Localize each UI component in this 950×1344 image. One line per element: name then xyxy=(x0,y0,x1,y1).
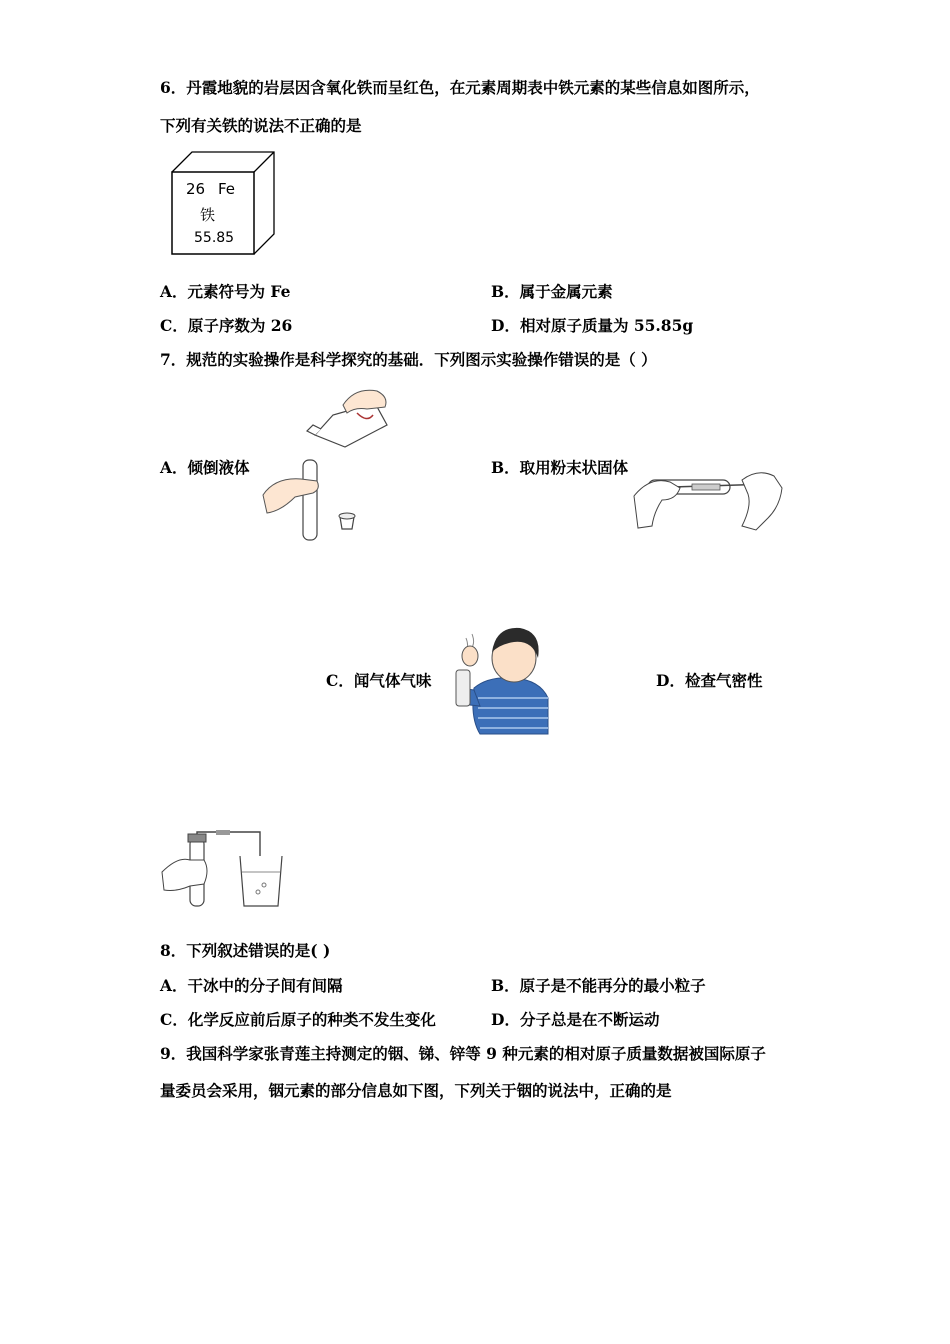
iron-element-card xyxy=(168,150,278,255)
smelling-gas-boy-icon xyxy=(448,618,553,736)
q7-option-c: C．闻气体气味 xyxy=(326,671,432,690)
q8-stem: 8．下列叙述错误的是( ) xyxy=(160,941,331,960)
element-number: 26 xyxy=(186,180,206,198)
q7-option-d: D．检查气密性 xyxy=(656,671,763,690)
q7-stem: 7．规范的实验操作是科学探究的基础．下列图示实验操作错误的是（ ） xyxy=(160,350,657,369)
q6-option-c: C．原子序数为 26 xyxy=(160,316,293,335)
pouring-liquid-icon xyxy=(255,385,395,545)
q6-stem-line1: 6．丹霞地貌的岩层因含氧化铁而呈红色，在元素周期表中铁元素的某些信息如图所示， xyxy=(160,78,760,97)
q6-stem-line2: 下列有关铁的说法不正确的是 xyxy=(160,116,362,135)
element-mass: 55.85 xyxy=(194,230,235,246)
element-symbol: Fe xyxy=(218,180,236,198)
q8-option-d: D．分子总是在不断运动 xyxy=(491,1010,660,1029)
q9-stem-line2: 量委员会采用，铟元素的部分信息如下图，下列关于铟的说法中，正确的是 xyxy=(160,1081,672,1100)
q8-option-c: C．化学反应前后原子的种类不发生变化 xyxy=(160,1010,436,1029)
q6-option-d: D．相对原子质量为 55.85g xyxy=(491,316,694,335)
q8-option-b: B．原子是不能再分的最小粒子 xyxy=(491,976,706,995)
element-name: 铁 xyxy=(200,206,216,224)
q9-stem-line1: 9．我国科学家张青莲主持测定的铟、锑、锌等 9 种元素的相对原子质量数据被国际原子 xyxy=(160,1044,766,1063)
q6-option-a: A．元素符号为 Fe xyxy=(160,282,291,301)
powder-solid-tube-icon xyxy=(632,466,787,541)
airtightness-check-icon xyxy=(160,830,285,910)
q8-option-a: A．干冰中的分子间有间隔 xyxy=(160,976,343,995)
q7-option-a: A．倾倒液体 xyxy=(160,458,250,477)
q6-option-b: B．属于金属元素 xyxy=(491,282,613,301)
q7-option-b: B．取用粉末状固体 xyxy=(491,458,629,477)
